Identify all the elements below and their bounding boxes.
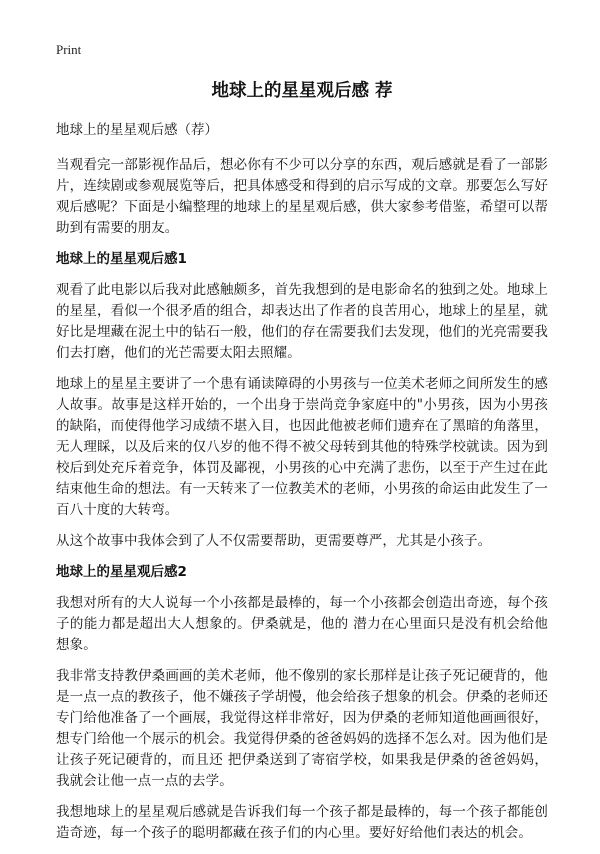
- section-heading-1: 地球上的星星观后感1: [56, 251, 187, 267]
- section-1-paragraph-1: 观看了此电影以后我对此感触颇多，首先我想到的是电影命名的独到之处。地球上的星星，看似一个很矛盾的组合，却表达出了作者的良苦用心，地球上的星星，就好比是埋藏在泥土中的钻石一般，他们的存在需要我们去发现，他们的光亮需要我们去打磨，他们的光芒需要太阳去照耀。: [56, 282, 548, 361]
- section-2-paragraph-3: 我想地球上的星星观后感就是告诉我们每一个孩子都是最棒的，每一个孩子都能创造奇迹，每一个孩子的聪明都藏在孩子们的内心里。要好好给他们表达的机会。: [56, 804, 548, 841]
- section-1-paragraph-2: 地球上的星星主要讲了一个患有诵读障碍的小男孩与一位美术老师之间所发生的感人故事。故事是这样开始的，一个出身于崇尚竞争家庭中的"小男孩，因为小男孩的缺陷，而使得他学习成绩不堪入目，也因此他被老师们遗弃在了黑暗的角落里，无人理睬，以及后来的仅八岁的他不得不被父母转到其他的特殊学校就读。因为到校后到处充斥着竞争，体罚及鄙视，小男孩的心中充满了悲伤，以至于产生过在此结束他生命的想法。有一天转来了一位教美术的老师，小男孩的命运由此发生了一百八十度的大转弯。: [56, 376, 548, 518]
- document-subtitle: 地球上的星星观后感（荐）: [56, 122, 218, 138]
- section-1-paragraph-3: 从这个故事中我体会到了人不仅需要帮助，更需要尊严，尤其是小孩子。: [56, 533, 492, 549]
- section-2-paragraph-2: 我非常支持教伊桑画画的美术老师，他不像别的家长那样是让孩子死记硬背的，他是一点一点的教孩子，他不嫌孩子学胡慢，他会给孩子想象的机会。伊桑的老师还专门给他准备了一个画展，我觉得这样非常好，因为伊桑的老师知道他画画很好，想专门给他一个展示的机会。我觉得伊桑的爸爸妈妈的选择不怎么对。因为他们是让孩子死记硬背的，而且还 把伊桑送到了寄宿学校，如果我是伊桑的爸爸妈妈，我就会让他一点一点的去学。: [56, 668, 548, 789]
- section-2-paragraph-1: 我想对所有的大人说每一个小孩都是最棒的，每一个小孩都会创造出奇迹，每个孩子的能力都是超出大人想象的。伊桑就是，他的 潜力在心里面只是没有机会给他想象。: [56, 595, 548, 653]
- intro-paragraph: 当观看完一部影视作品后，想必你有不少可以分享的东西，观后感就是看了一部影片，连续剧或参观展览等后，把具体感受和得到的启示写成的文章。那要怎么写好观后感呢？下面是小编整理的地球上的星星观后感，供大家参考借鉴，希望可以帮助到有需要的朋友。: [56, 157, 548, 236]
- print-link[interactable]: Print: [56, 42, 82, 57]
- document-title: 地球上的星星观后感 荐: [211, 81, 393, 101]
- document-page: [56, 40, 548, 854]
- section-heading-2: 地球上的星星观后感2: [56, 564, 187, 580]
